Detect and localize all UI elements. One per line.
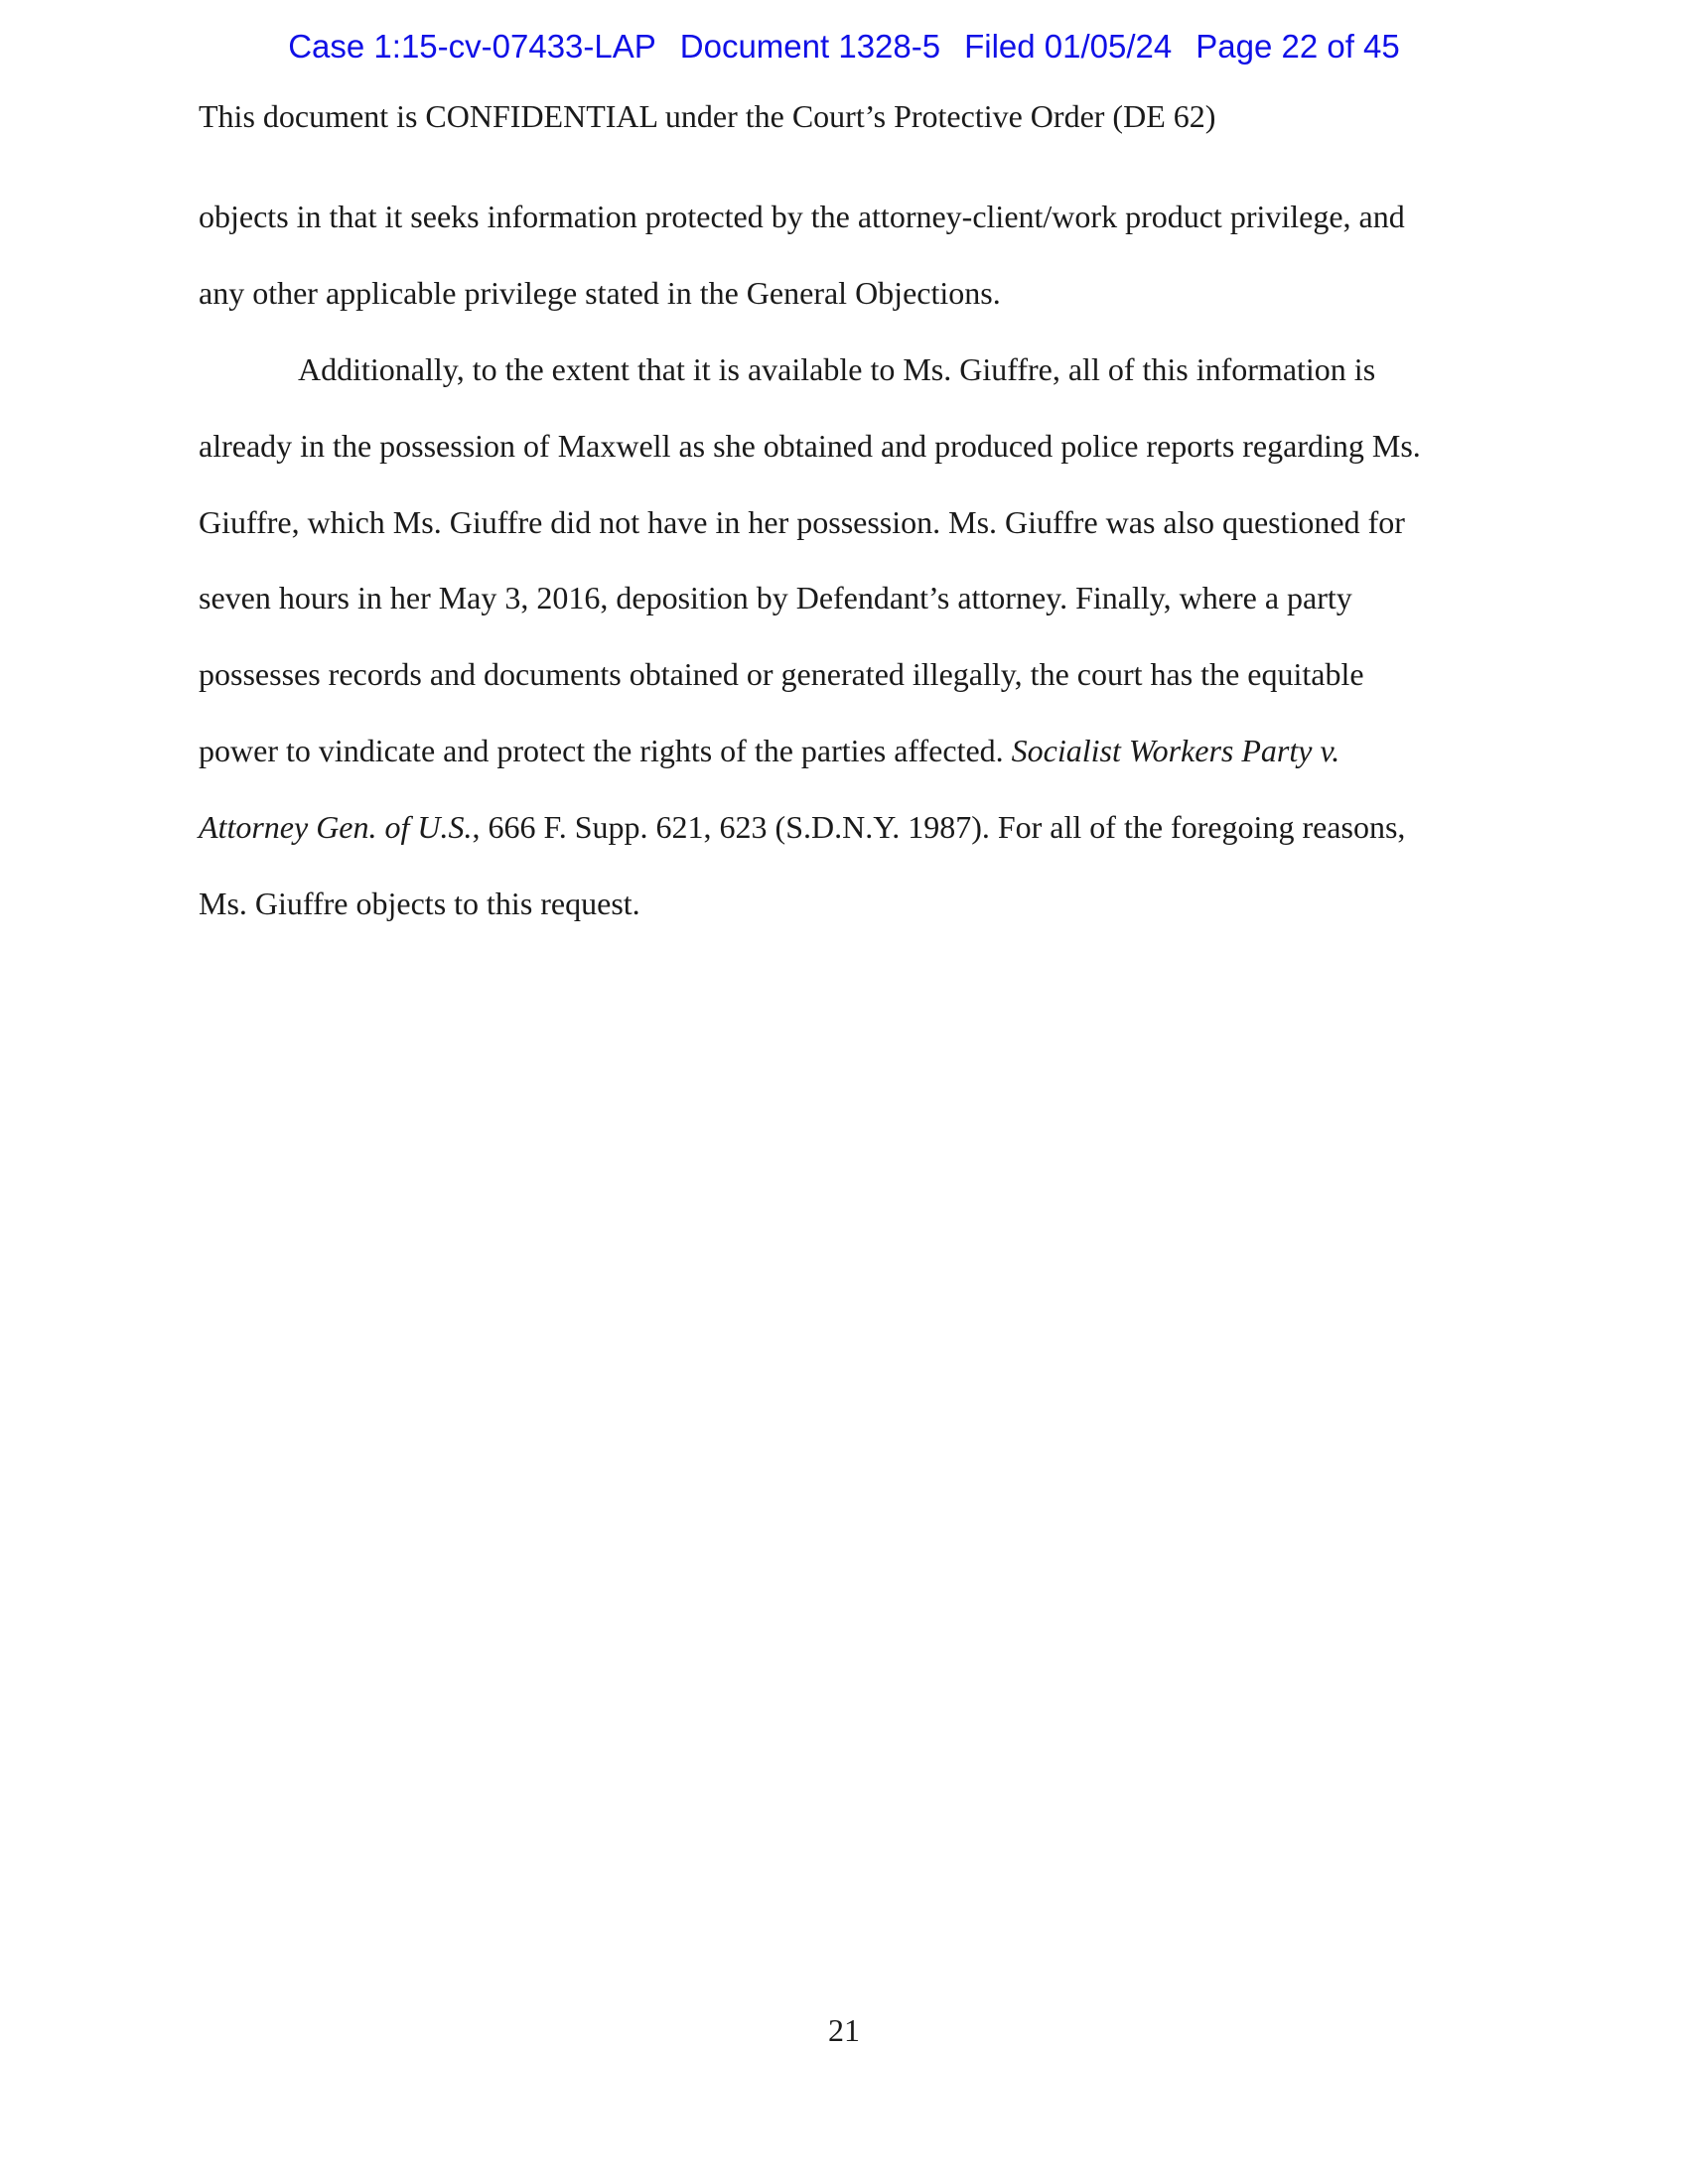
body-line-2: any other applicable privilege stated in the General Objections. bbox=[199, 275, 1001, 311]
case-number: Case 1:15-cv-07433-LAP bbox=[288, 28, 656, 65]
case-citation-part-1: Socialist Workers Party v. bbox=[1011, 733, 1340, 768]
page-number: 21 bbox=[828, 2012, 860, 2048]
body-line-3: Additionally, to the extent that it is available to Ms. Giuffre, all of this information is bbox=[298, 351, 1376, 387]
body-line-4: already in the possession of Maxwell as she obtained and produced police reports regarding Ms. bbox=[199, 428, 1421, 464]
body-line-9-text: , 666 F. Supp. 621, 623 (S.D.N.Y. 1987). For all of the foregoing reasons, bbox=[472, 809, 1406, 845]
filed-date: Filed 01/05/24 bbox=[964, 28, 1173, 65]
document-number: Document 1328-5 bbox=[679, 28, 941, 65]
body-line-10: Ms. Giuffre objects to this request. bbox=[199, 886, 640, 921]
body-line-8-text: power to vindicate and protect the rights of the parties affected. bbox=[199, 733, 1012, 768]
ecf-filing-header bbox=[0, 28, 1688, 66]
body-line-1: objects in that it seeks information protected by the attorney-client/work product privilege, and bbox=[199, 199, 1405, 234]
body-line-7: possesses records and documents obtained or generated illegally, the court has the equitable bbox=[199, 656, 1364, 692]
confidential-notice: This document is CONFIDENTIAL under the Court’s Protective Order (DE 62) bbox=[199, 98, 1216, 134]
body-line-9 bbox=[199, 807, 1405, 847]
body-line-6: seven hours in her May 3, 2016, deposition by Defendant’s attorney. Finally, where a party bbox=[199, 580, 1352, 615]
body-line-8 bbox=[199, 731, 1339, 770]
body-line-5: Giuffre, which Ms. Giuffre did not have in her possession. Ms. Giuffre was also questioned for bbox=[199, 504, 1405, 540]
case-citation-part-2: Attorney Gen. of U.S. bbox=[199, 809, 473, 845]
page-of-total: Page 22 of 45 bbox=[1196, 28, 1400, 65]
